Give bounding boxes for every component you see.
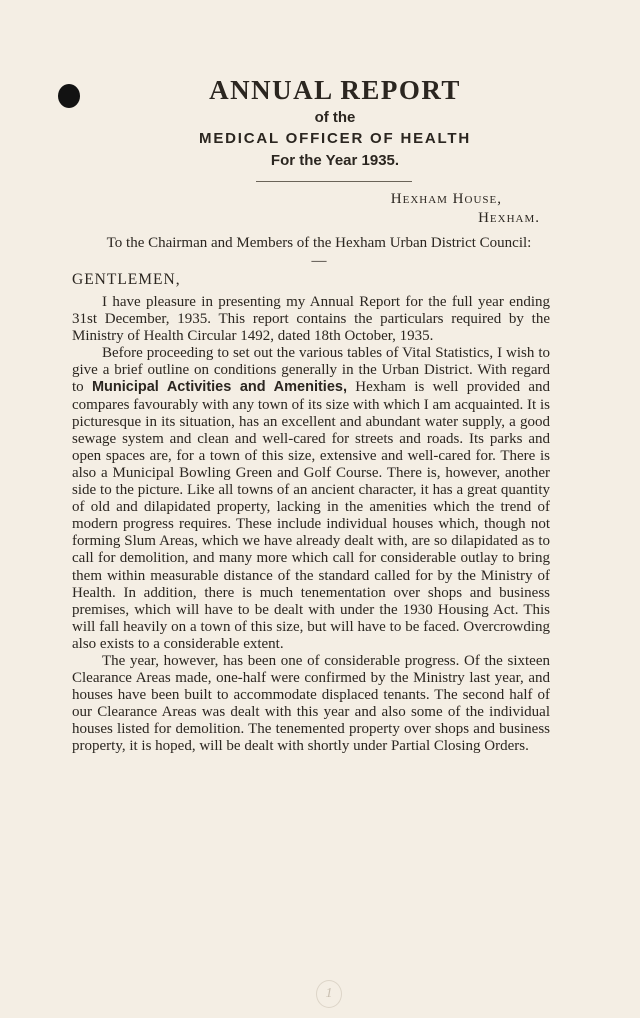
paragraph-1: I have pleasure in presenting my Annual Report for the full year ending 31st December, 1935. This report contains the particulars required by the Ministry of Health Circular 1492, dated 18th October, 1935. xyxy=(72,294,550,345)
paragraph-2-rest: Hexham is well provided and compares favourably with any town of its size with which I am acquainted. It is picturesque in its situation, has an excellent and abundant water supply, a good sewage system and clean and well-cared for streets and roads. Its parks and open spaces are, for a town of this size, extensive and well-cared for. There is also a Municipal Bowling Green and Golf Course. There is, however, another side to the picture. Like all towns of an ancient character, it has a great quantity of old and dilapidated property, lacking in the amenities which the trend of modern progress requires. These include individual houses which, though not forming Slum Areas, which we have already dealt with, are so dilapidated as to call for demolition, and many more which call for considerable outlay to bring them within measurable distance of the standard called for by the Ministry of Health. In addition, there is much tenementation over shops and business premises, which will have to be dealt with under the 1930 Housing Act. This will fall heavily on a town of this size, but will have to be faced. Overcrowding also exists to a considerable extent. xyxy=(72,379,551,652)
sender-address xyxy=(391,190,540,228)
report-office: MEDICAL OFFICER OF HEALTH xyxy=(199,130,471,147)
report-body xyxy=(72,294,550,756)
page-number: 1 xyxy=(316,980,342,1008)
report-heading xyxy=(0,74,640,171)
report-title-of: of the xyxy=(314,109,356,126)
report-title: ANNUAL REPORT xyxy=(209,75,461,105)
divider-rule xyxy=(256,181,412,182)
address-line-1: Hexham House, xyxy=(390,191,502,207)
paragraph-2 xyxy=(72,345,550,653)
paragraph-2-start: Before proceeding to set out the various tables of Vital Statistics, I wish to give a brief outline on conditions generally in the Urban District. With regard to xyxy=(72,345,550,396)
addressee: To the Chairman and Members of the Hexham Urban District Council:— xyxy=(106,235,532,269)
address-line-2: Hexham. xyxy=(478,210,540,226)
report-year: For the Year 1935. xyxy=(270,152,400,169)
paragraph-2-highlight: Municipal Activities and Amenities, xyxy=(91,379,347,396)
salutation: GENTLEMEN, xyxy=(72,271,181,288)
paragraph-3: The year, however, has been one of considerable progress. Of the sixteen Clearance Areas made, one-half were confirmed by the Ministry last year, and houses have been built to accommodate displaced tenants. The second half of our Clearance Areas was dealt with this year and also some of the individual houses listed for demolition. The tenemented property over shops and business property, it is hoped, will be dealt with shortly under Partial Closing Orders. xyxy=(72,652,550,755)
